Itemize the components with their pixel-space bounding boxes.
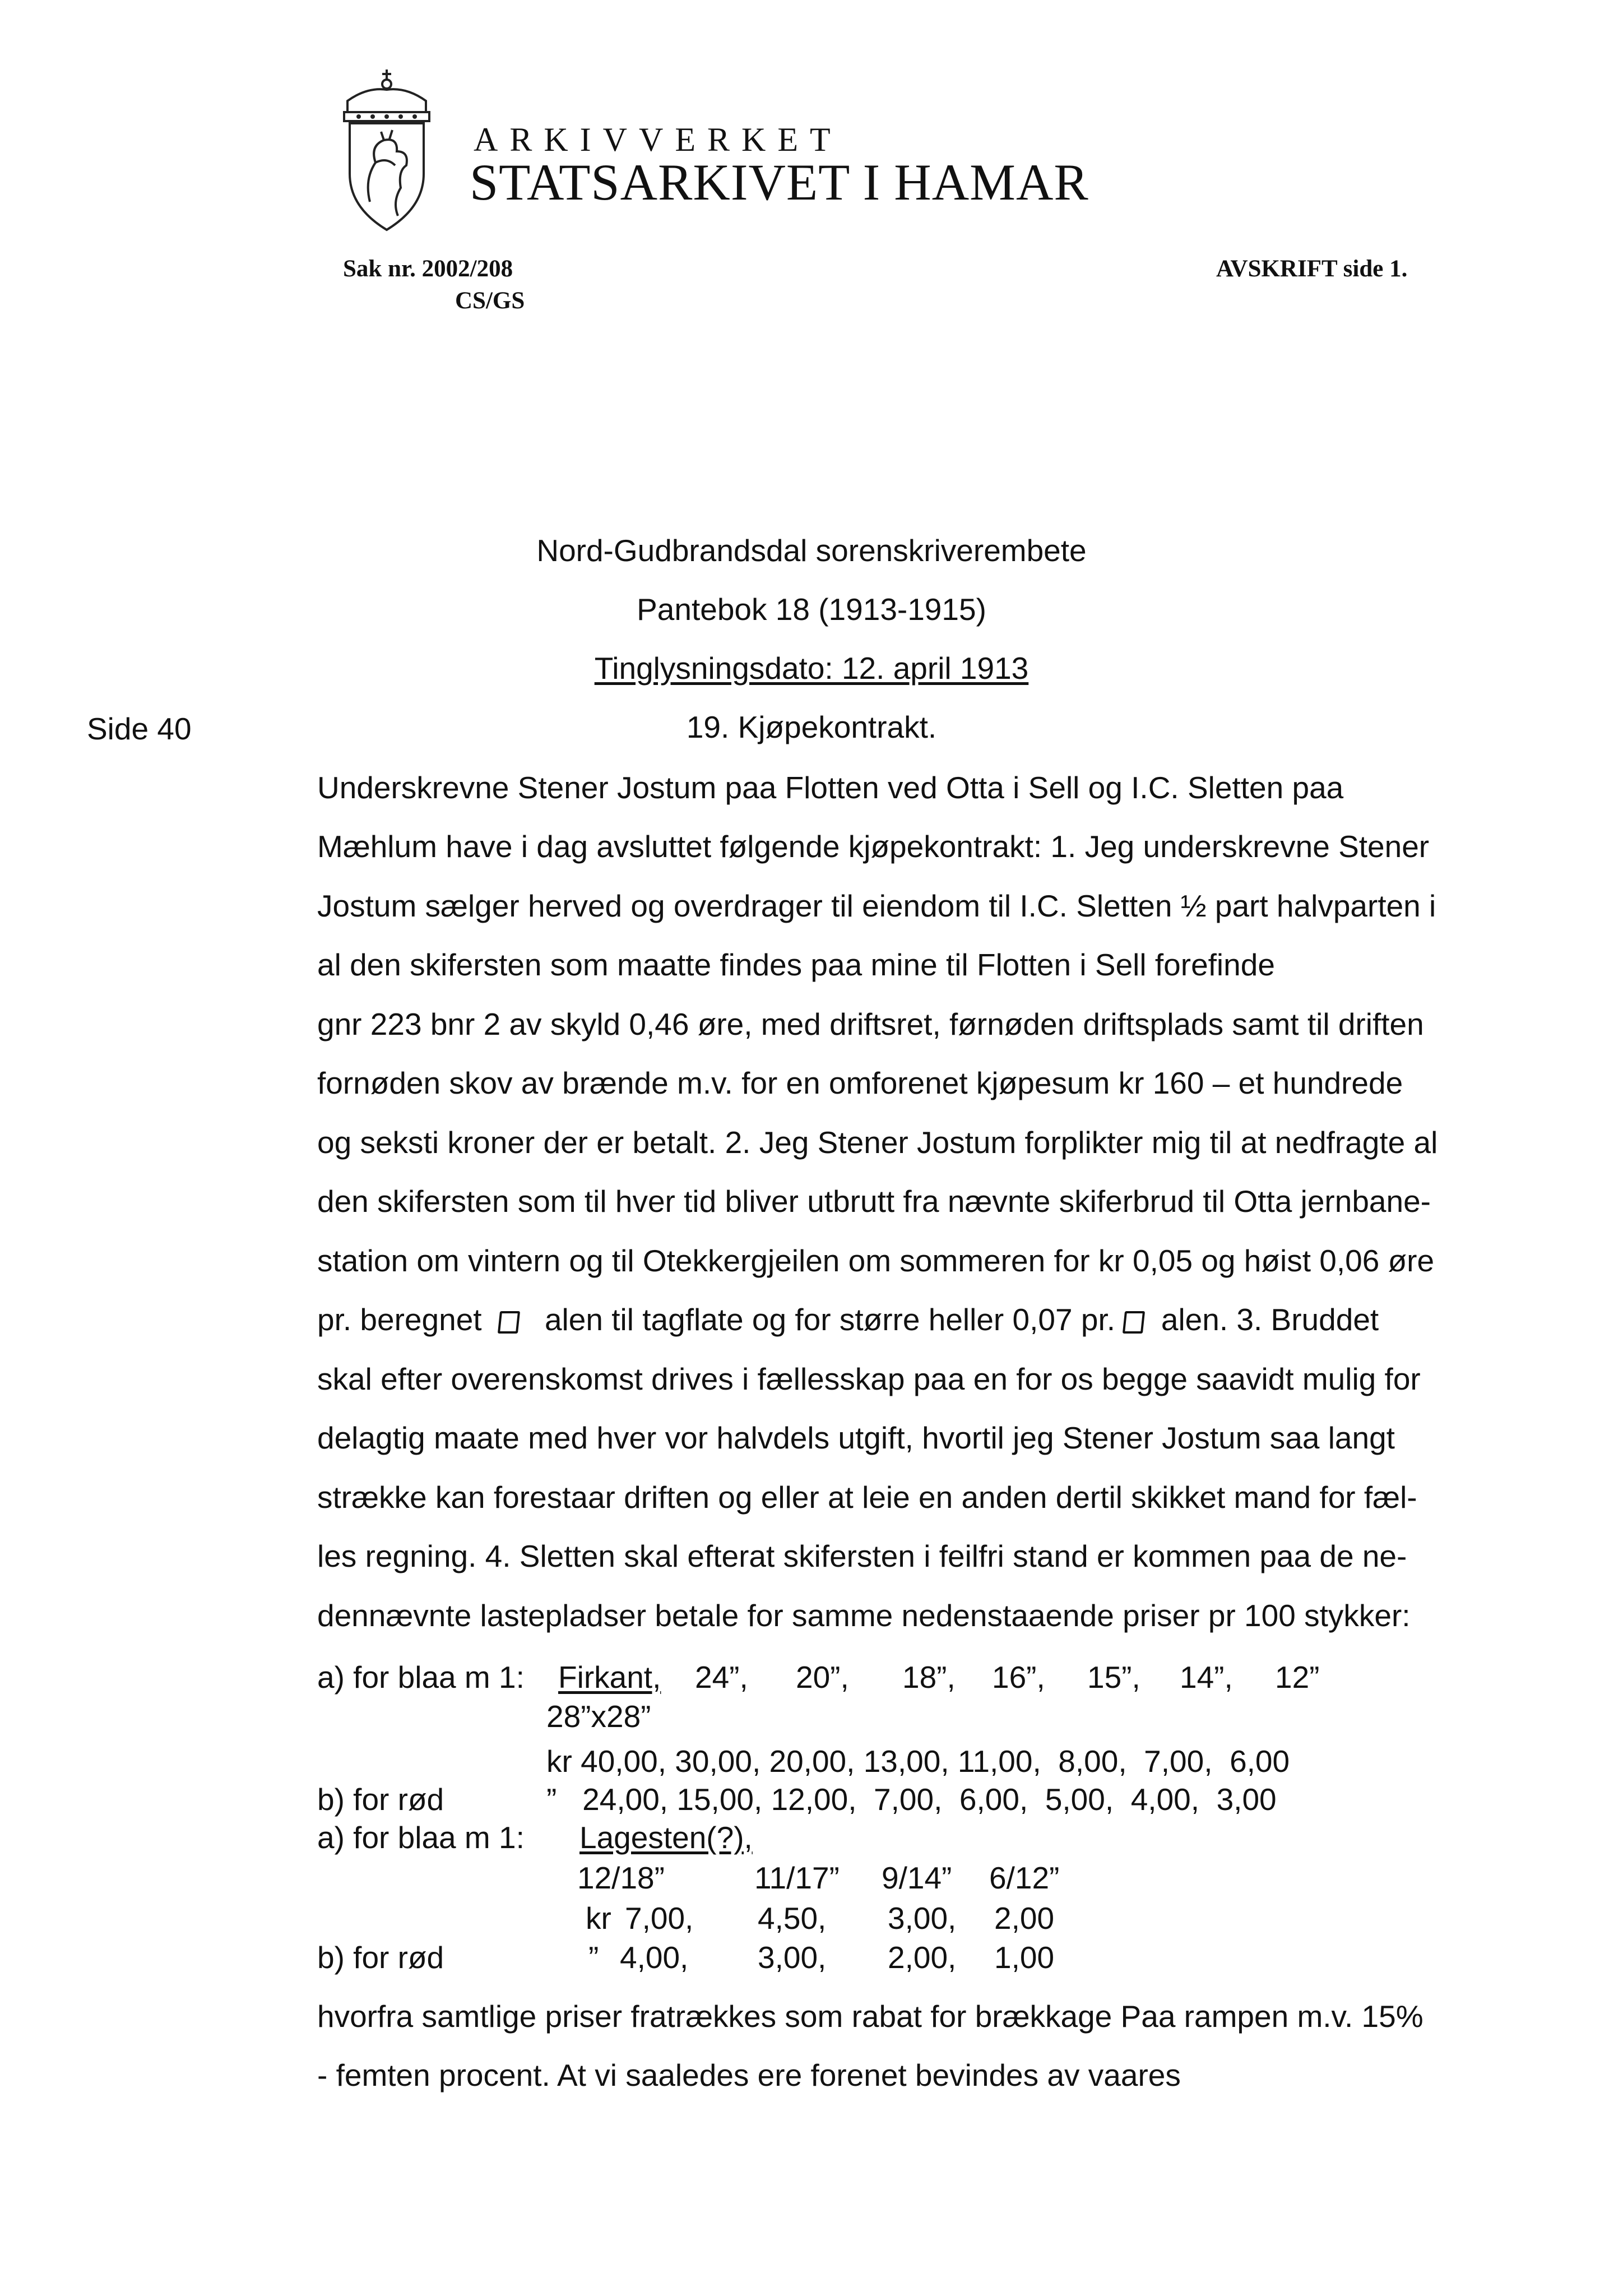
org-name: ARKIVVERKET bbox=[474, 121, 842, 158]
body-line: og seksti kroner der er betalt. 2. Jeg Stener Jostum forplikter mig til at nedfragte al bbox=[317, 1125, 1438, 1160]
price-cell: 1,00 bbox=[994, 1940, 1055, 1975]
currency-label: kr bbox=[586, 1901, 611, 1936]
body-line: al den skifersten som maatte findes paa mine til Flotten i Sell forefinde bbox=[317, 947, 1275, 982]
document-title-book: Pantebok 18 (1913-1915) bbox=[637, 592, 986, 627]
body-line: - femten procent. At vi saaledes ere forenet bevindes av vaares bbox=[317, 2058, 1181, 2093]
price-row-label: a) for blaa m 1: bbox=[317, 1660, 525, 1695]
size-cell: 14”, bbox=[1180, 1660, 1233, 1695]
org-subtitle: STATSARKIVET I HAMAR bbox=[470, 154, 1089, 211]
body-text: alen. 3. Bruddet bbox=[1161, 1302, 1379, 1337]
body-line: les regning. 4. Sletten skal efterat skifersten i feilfri stand er kommen paa de ne- bbox=[317, 1539, 1407, 1573]
price-cell: 4,00, bbox=[620, 1940, 689, 1975]
body-line-with-symbols bbox=[317, 1302, 1379, 1337]
body-text: pr. beregnet bbox=[317, 1302, 482, 1337]
coat-of-arms-icon bbox=[336, 67, 437, 235]
document-title-date: Tinglysningsdato: 12. april 1913 bbox=[594, 651, 1029, 686]
copy-page-label: AVSKRIFT side 1. bbox=[1216, 256, 1408, 282]
price-cell: 3,00, bbox=[888, 1901, 957, 1936]
document-title-entry: 19. Kjøpekontrakt. bbox=[686, 710, 937, 744]
square-symbol-icon bbox=[1123, 1311, 1145, 1334]
size-cell: 11/17” bbox=[754, 1860, 840, 1895]
price-cell: 4,50, bbox=[758, 1901, 827, 1936]
ditto-mark: ” bbox=[546, 1782, 557, 1817]
price-cell: 2,00, bbox=[888, 1940, 957, 1975]
ditto-mark: ” bbox=[588, 1940, 599, 1975]
body-line: hvorfra samtlige priser fratrækkes som rabat for brækkage Paa rampen m.v. 15% bbox=[317, 1999, 1423, 2034]
body-line: station om vintern og til Otekkergjeilen om sommeren for kr 0,05 og høist 0,06 øre bbox=[317, 1243, 1435, 1278]
size-cell: 9/14” bbox=[882, 1860, 952, 1895]
price-row-blue bbox=[546, 1743, 1290, 1779]
price-table-heading: Firkant, bbox=[558, 1660, 661, 1695]
price-cell: 3,00, bbox=[758, 1940, 827, 1975]
price-cell: 7,00, bbox=[625, 1901, 694, 1936]
size-cell: 28”x28” bbox=[546, 1699, 651, 1734]
size-cell: 16”, bbox=[992, 1660, 1045, 1695]
body-line: Jostum sælger herved og overdrager til eiendom til I.C. Sletten ½ part halvparten i bbox=[317, 888, 1436, 923]
body-line: fornøden skov av brænde m.v. for en omforenet kjøpesum kr 160 – et hundrede bbox=[317, 1066, 1403, 1100]
body-line: delagtig maate med hver vor halvdels utgift, hvortil jeg Stener Jostum saa langt bbox=[317, 1420, 1395, 1455]
price-table-heading: Lagesten(?), bbox=[579, 1820, 753, 1855]
size-cell: 12” bbox=[1275, 1660, 1320, 1695]
size-cell: 15”, bbox=[1087, 1660, 1140, 1695]
body-line: dennævnte lastepladser betale for samme nedenstaaende priser pr 100 stykker: bbox=[317, 1598, 1411, 1633]
body-line: strække kan forestaar driften og eller at leie en anden dertil skikket mand for fæl- bbox=[317, 1480, 1417, 1515]
size-cell: 24”, bbox=[695, 1660, 748, 1695]
currency-label: kr bbox=[546, 1744, 572, 1779]
page-margin-note: Side 40 bbox=[87, 711, 192, 746]
body-line: Mæhlum have i dag avsluttet følgende kjøpekontrakt: 1. Jeg underskrevne Stener bbox=[317, 829, 1430, 864]
document-title-office: Nord-Gudbrandsdal sorenskriverembete bbox=[536, 533, 1087, 568]
square-symbol-icon bbox=[498, 1311, 520, 1334]
price-row-red bbox=[546, 1781, 1277, 1817]
case-number: Sak nr. 2002/208 bbox=[343, 256, 513, 282]
price-values: 40,00, 30,00, 20,00, 13,00, 11,00, 8,00, 7,00, 6,00 bbox=[581, 1744, 1290, 1779]
price-values: 24,00, 15,00, 12,00, 7,00, 6,00, 5,00, 4,00, 3,00 bbox=[582, 1782, 1277, 1817]
size-cell: 6/12” bbox=[989, 1860, 1060, 1895]
body-line: skal efter overenskomst drives i fællesskap paa en for os begge saavidt mulig for bbox=[317, 1362, 1421, 1396]
body-line: Underskrevne Stener Jostum paa Flotten ved Otta i Sell og I.C. Sletten paa bbox=[317, 770, 1344, 805]
size-cell: 12/18” bbox=[577, 1860, 665, 1895]
price-row-label: b) for rød bbox=[317, 1940, 444, 1975]
price-cell: 2,00 bbox=[994, 1901, 1055, 1936]
price-row-label: a) for blaa m 1: bbox=[317, 1820, 525, 1855]
price-row-label: b) for rød bbox=[317, 1782, 444, 1817]
body-line: den skifersten som til hver tid bliver utbrutt fra nævnte skiferbrud til Otta jernbane- bbox=[317, 1184, 1431, 1219]
case-initials: CS/GS bbox=[455, 288, 525, 314]
size-cell: 18”, bbox=[902, 1660, 956, 1695]
body-text: alen til tagflate og for større heller 0,07 pr. bbox=[544, 1302, 1116, 1337]
body-line: gnr 223 bnr 2 av skyld 0,46 øre, med driftsret, førnøden driftsplads samt til driften bbox=[317, 1007, 1424, 1041]
size-cell: 20”, bbox=[796, 1660, 849, 1695]
